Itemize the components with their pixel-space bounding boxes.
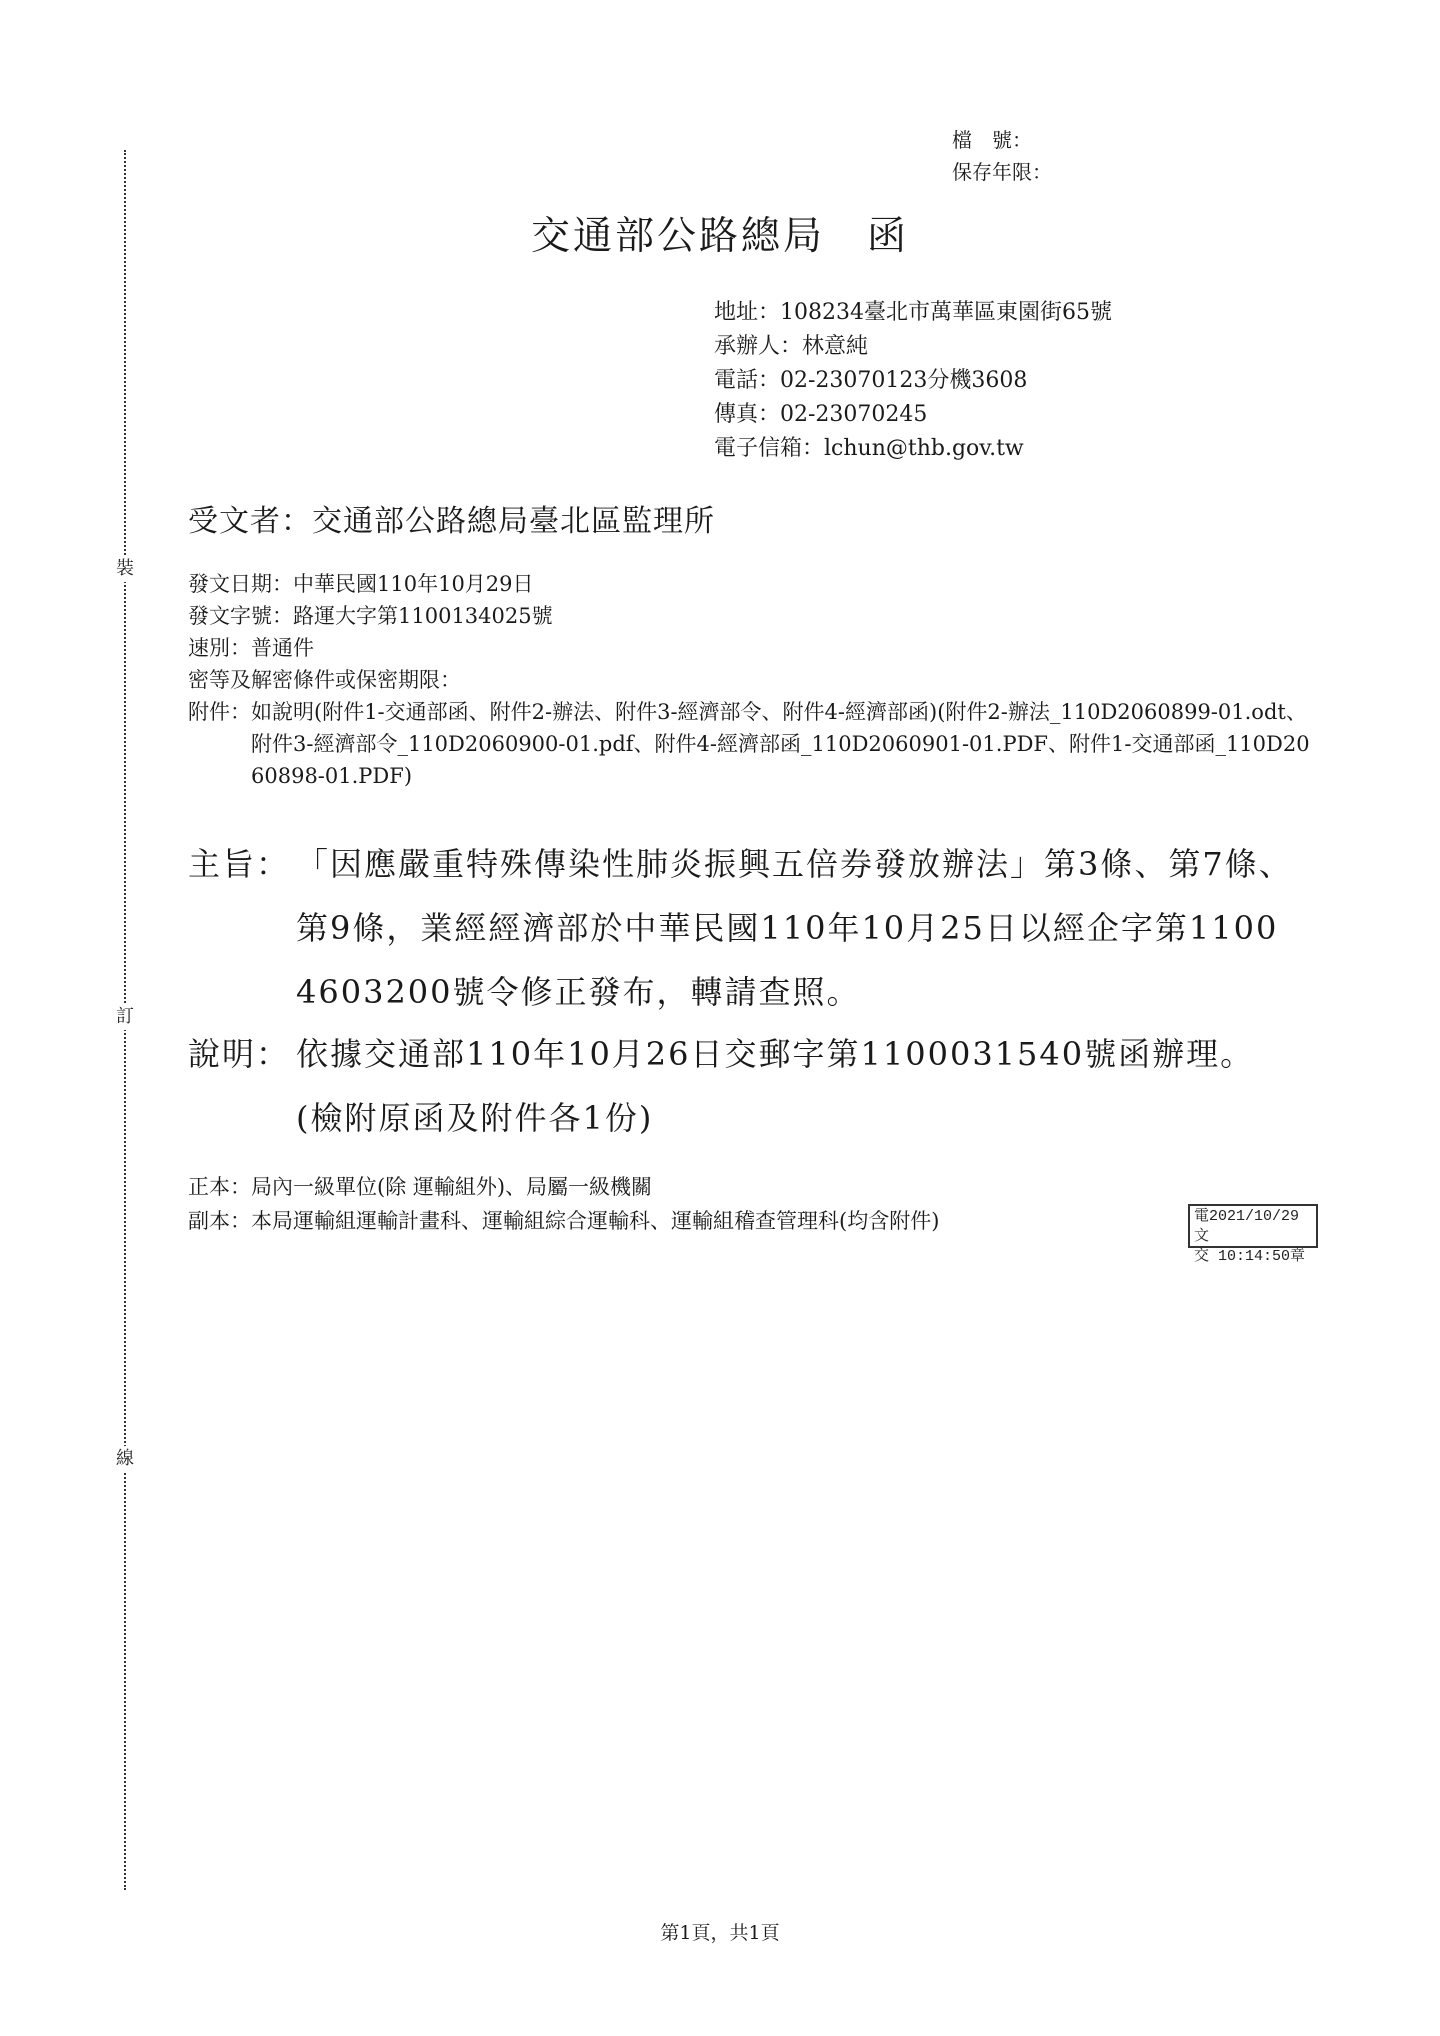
- electronic-exchange-stamp: [1188, 1204, 1318, 1265]
- attachments: [188, 696, 1311, 792]
- page-number: 第1頁，共1頁: [660, 1922, 780, 1944]
- document-title: 交通部公路總局 函: [530, 214, 909, 259]
- retention-period-label: 保存年限：: [952, 160, 1052, 184]
- copy-recipients: 副本：本局運輸組運輸計畫科、運輸組綜合運輸科、運輸組稽查管理科(均含附件): [188, 1209, 940, 1233]
- binding-char-zhuang: 裝: [110, 556, 140, 582]
- file-number-label: 檔 號：: [952, 128, 1032, 152]
- explanation-text: 依據交通部110年10月26日交郵字第1100031540號函辦理。(檢附原函及附件各1份): [296, 1035, 1255, 1137]
- binding-char-xian: 線: [110, 1446, 140, 1472]
- address: 地址：108234臺北市萬華區東園街65號: [714, 300, 1112, 325]
- recipient: 受文者：交通部公路總局臺北區監理所: [188, 504, 715, 539]
- subject-text: 「因應嚴重特殊傳染性肺炎振興五倍券發放辦法」第3條、第7條、第9條，業經經濟部於中華民國110年10月25日以經企字第11004603200號令修正發布，轉請查照。: [296, 845, 1293, 1011]
- subject-label: 主旨：: [188, 845, 291, 883]
- file-meta: [952, 124, 1052, 188]
- delivery-speed: 速別：普通件: [188, 636, 314, 660]
- stamp-line-1: 電2021/10/29文: [1194, 1208, 1300, 1245]
- attachments-label: 附件：: [188, 700, 251, 724]
- stamp-line-2: 交 10:14:50章: [1194, 1248, 1306, 1265]
- issue-number: 發文字號：路運大字第1100134025號: [188, 604, 553, 628]
- email: 電子信箱：lchun@thb.gov.tw: [714, 436, 1024, 461]
- contact-block: [714, 296, 1112, 466]
- issue-date: 發文日期：中華民國110年10月29日: [188, 572, 534, 596]
- subject: [188, 832, 1296, 1024]
- issue-meta: [188, 568, 1311, 792]
- attachments-text: 如說明(附件1-交通部函、附件2-辦法、附件3-經濟部令、附件4-經濟部函)(附件2-辦法_110D2060899-01.odt、附件3-經濟部令_110D2060900-01.pdf、附件4-經濟部函_110D2060901-01.PDF、附件1-交通部函_110D2060898-01.PDF): [251, 700, 1310, 788]
- security-level: 密等及解密條件或保密期限：: [188, 668, 461, 692]
- original-recipients: 正本：局內一級單位(除 運輸組外)、局屬一級機關: [188, 1175, 653, 1199]
- fax: 傳真：02-23070245: [714, 402, 928, 427]
- binding-char-ding: 訂: [110, 1004, 140, 1030]
- handler: 承辦人：林意純: [714, 334, 869, 359]
- explanation: [188, 1022, 1296, 1150]
- phone: 電話：02-23070123分機3608: [714, 368, 1028, 393]
- copies: [188, 1170, 939, 1238]
- explanation-label: 說明：: [188, 1035, 291, 1073]
